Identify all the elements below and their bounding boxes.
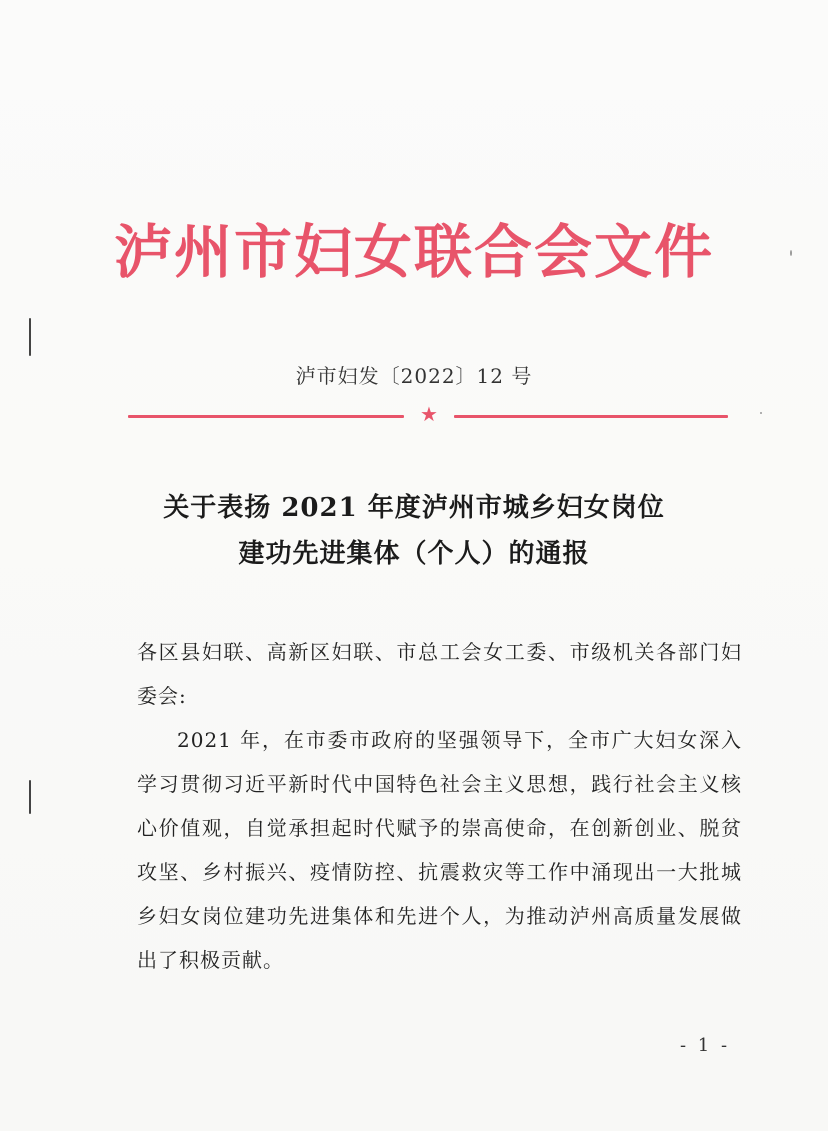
document-body xyxy=(137,630,742,982)
binding-mark xyxy=(29,780,31,814)
body-paragraph: 2021 年，在市委市政府的坚强领导下，全市广大妇女深入学习贯彻习近平新时代中国特色社会主义思想，践行社会主义核心价值观，自觉承担起时代赋予的崇高使命，在创新创业、脱贫攻坚、乡村振兴、疫情防控、抗震救灾等工作中涌现出一大批城乡妇女岗位建功先进集体和先进个人，为推动泸州高质量发展做出了积极贡献。 xyxy=(137,728,742,972)
star-icon: ★ xyxy=(420,402,438,426)
divider-line-left xyxy=(128,415,404,418)
notice-title xyxy=(0,485,828,577)
divider-line-right xyxy=(454,415,728,418)
notice-title-line-2: 建功先进集体（个人）的通报 xyxy=(238,539,590,569)
header-divider xyxy=(128,402,728,426)
document-header-title: 泸州市妇女联合会文件 xyxy=(113,218,714,286)
document-number: 泸市妇发〔2022〕12 号 xyxy=(295,364,533,388)
binding-mark xyxy=(29,318,31,356)
scan-speck xyxy=(760,412,762,414)
notice-title-line-1: 关于表扬 2021 年度泸州市城乡妇女岗位 xyxy=(163,493,665,523)
salutation: 各区县妇联、高新区妇联、市总工会女工委、市级机关各部门妇委会: xyxy=(137,640,742,708)
page-number: - 1 - xyxy=(680,1035,731,1056)
